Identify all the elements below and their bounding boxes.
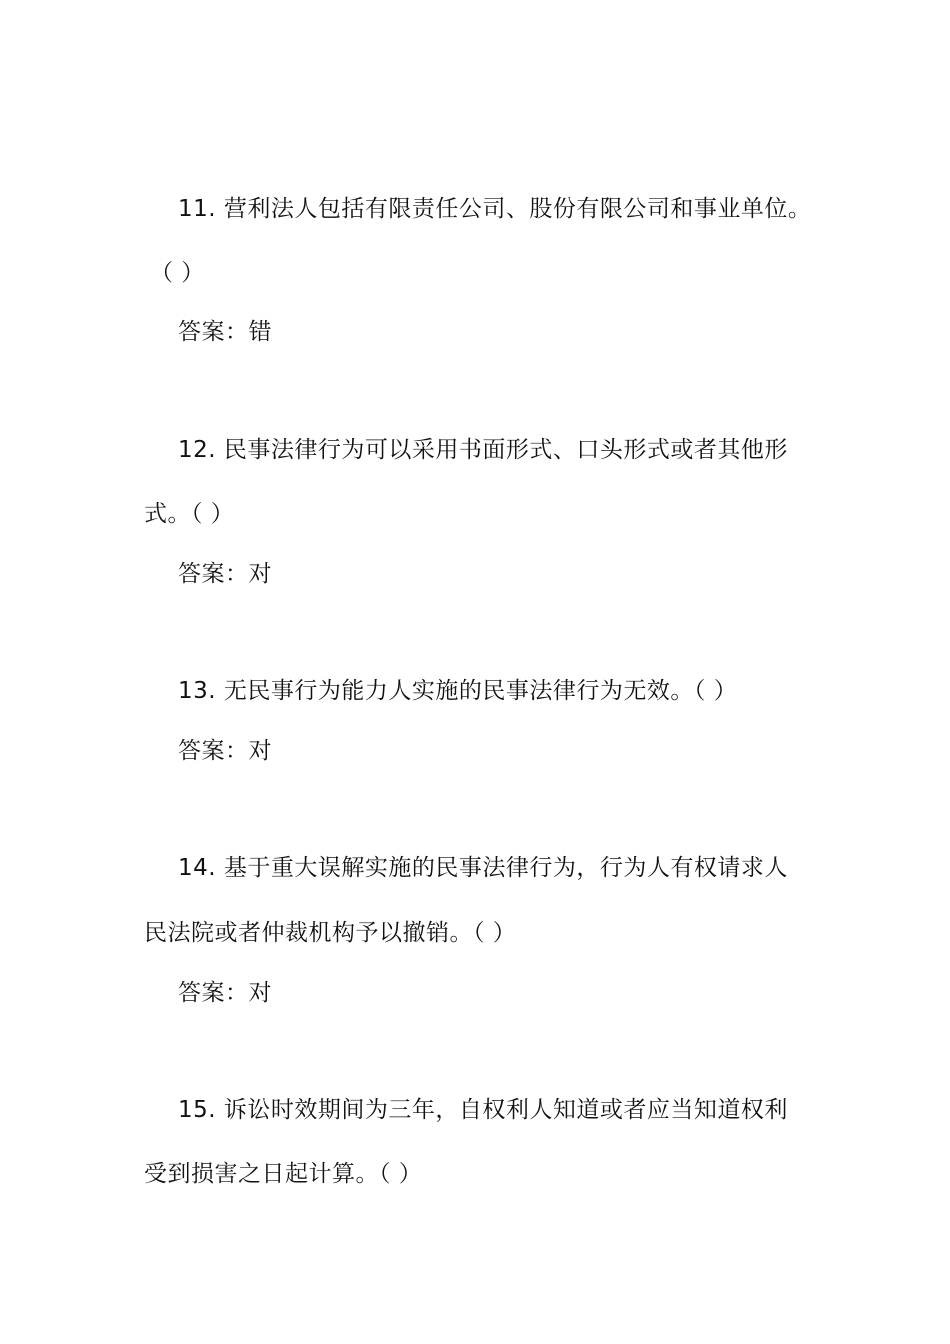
question-11-text: 11. 营利法人包括有限责任公司、股份有限公司和事业单位。 bbox=[178, 196, 812, 222]
question-14-text: 14. 基于重大误解实施的民事法律行为，行为人有权请求人 bbox=[178, 855, 788, 881]
question-12-text-cont: 式。（ ） bbox=[144, 501, 235, 527]
question-14-answer: 答案：对 bbox=[178, 980, 272, 1006]
question-11-text-cont: （ ） bbox=[150, 260, 205, 286]
question-11-answer: 答案：错 bbox=[178, 319, 272, 345]
question-13-text: 13. 无民事行为能力人实施的民事法律行为无效。（ ） bbox=[178, 678, 738, 704]
question-15-text: 15. 诉讼时效期间为三年，自权利人知道或者应当知道权利 bbox=[178, 1097, 788, 1123]
question-15-text-cont: 受到损害之日起计算。（ ） bbox=[144, 1161, 423, 1187]
question-14-text-cont: 民法院或者仲裁机构予以撤销。（ ） bbox=[144, 920, 517, 946]
question-12-answer: 答案：对 bbox=[178, 561, 272, 587]
question-12-text: 12. 民事法律行为可以采用书面形式、口头形式或者其他形 bbox=[178, 437, 788, 463]
question-13-answer: 答案：对 bbox=[178, 738, 272, 764]
